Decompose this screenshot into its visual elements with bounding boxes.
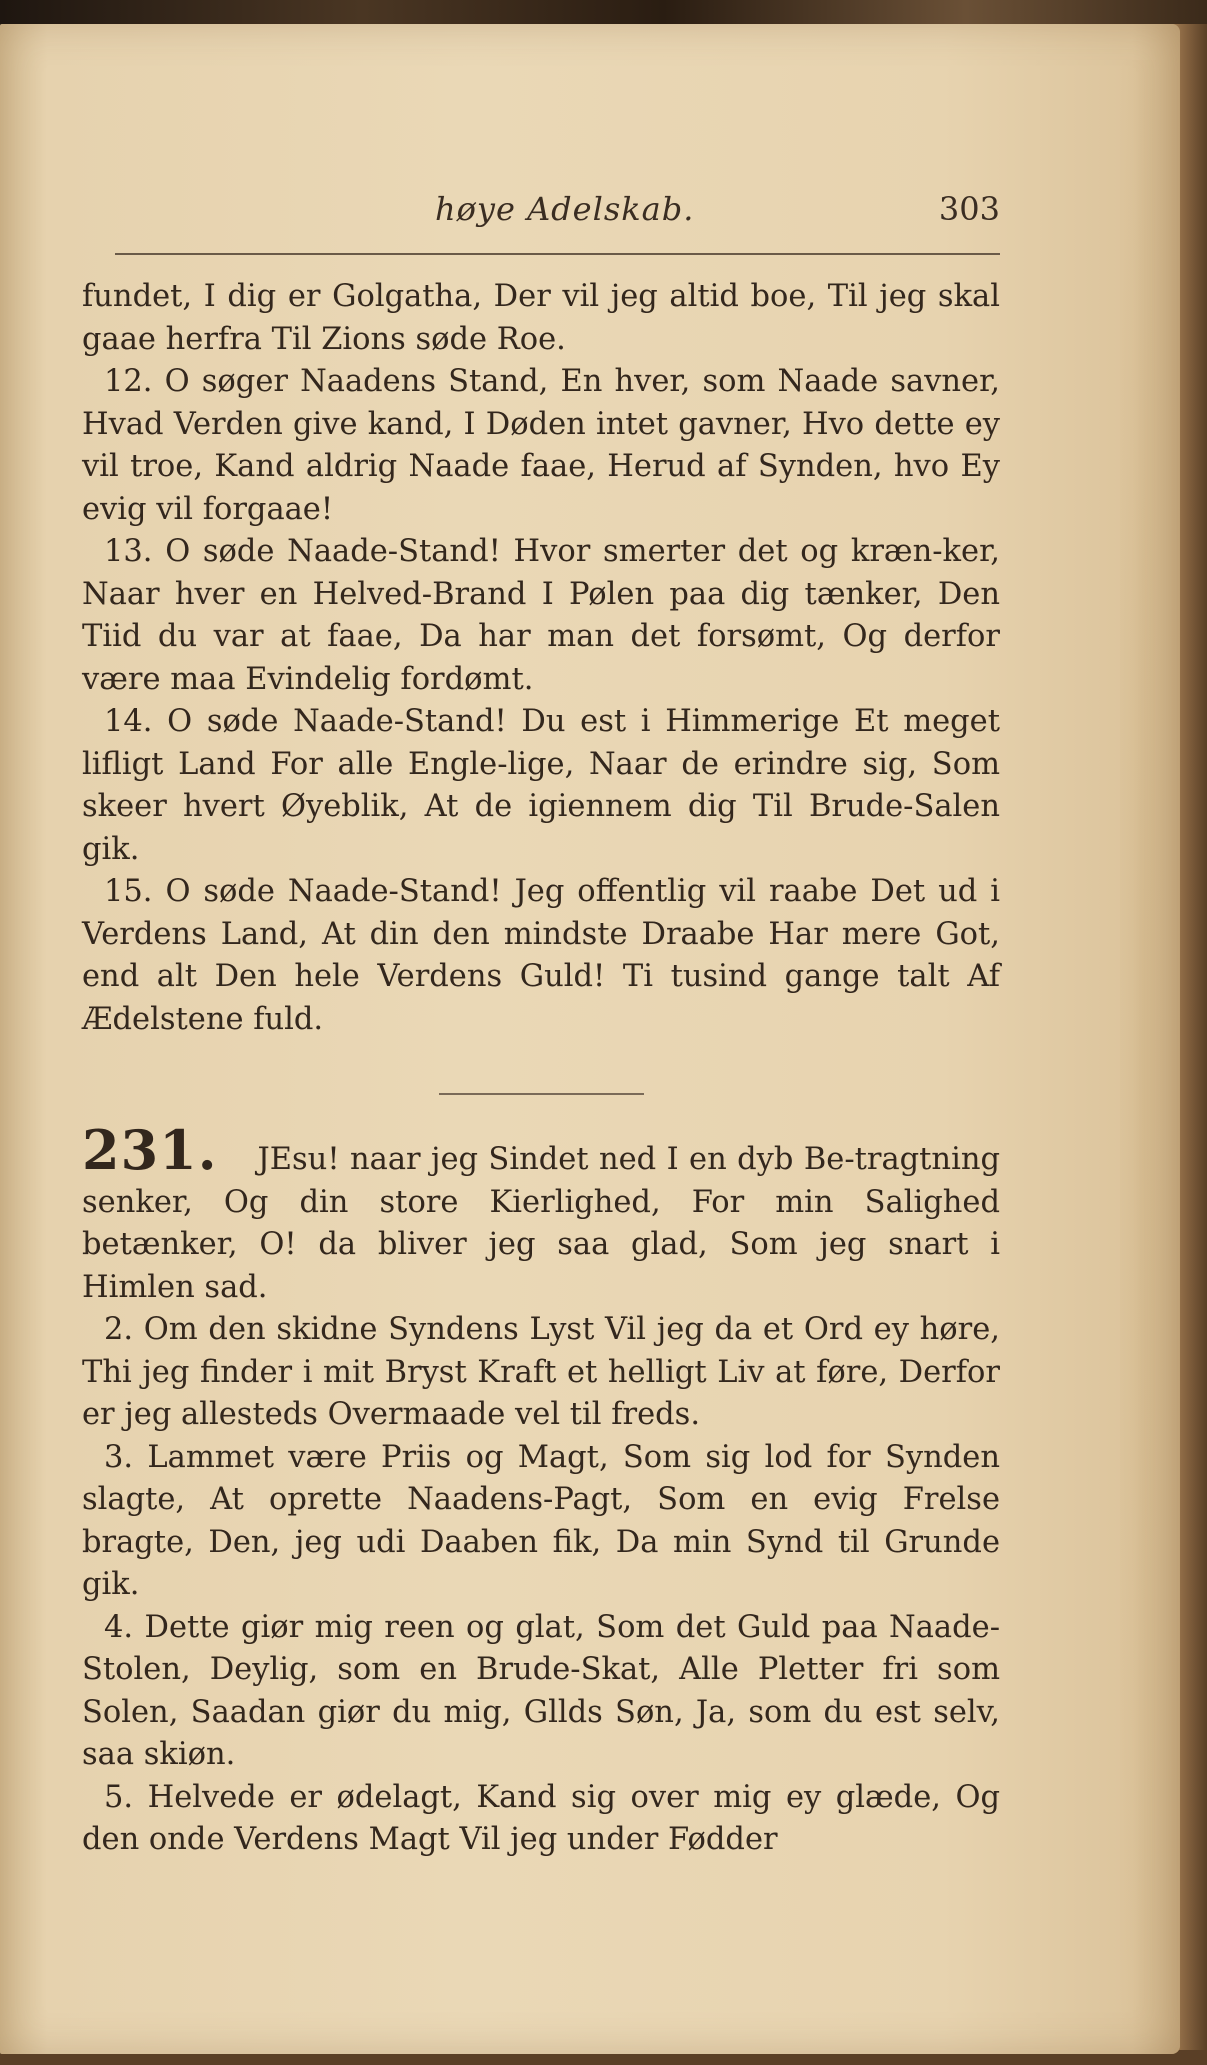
running-head: høye Adelskab. (435, 190, 695, 228)
hymn-verse-5: 5. Helvede er ødelagt, Kand sig over mig ey glæde, Og den onde Verdens Magt Vil jeg under Fødder (82, 1779, 1000, 1857)
verse-13: 13. O søde Naade-Stand! Hvor smerter det og kræn-ker, Naar hver en Helved-Brand I Pølen paa dig tænker, Den Tiid du var at faae, Da har man det forsømt, Og derfor være maa Evindelig fordømt. (82, 534, 1000, 697)
continued-verse: fundet, I dig er Golgatha, Der vil jeg altid boe, Til jeg skal gaae herfra Til Zions søde Roe. (82, 279, 1000, 357)
hymn-verse-3: 3. Lammet være Priis og Magt, Som sig lod for Synden slagte, At oprette Naadens-Pagt, Som en evig Frelse bragte, Den, jeg udi Daaben fik, Da min Synd til Grunde gik. (82, 1439, 1000, 1602)
hymn-first-verse-text: JEsu! naar jeg Sindet ned I en dyb Be-tragtning senker, Og din store Kierlighed, For min Salighed betænker, O! da bliver jeg saa glad, Som jeg snart i Himlen sad. (82, 1142, 1000, 1305)
hymn-verse-4: 4. Dette giør mig reen og glat, Som det Guld paa Naade-Stolen, Deylig, som en Brude-Skat, Alle Pletter fri som Solen, Saadan giør du mig, Gllds Søn, Ja, som du est selv, saa skiøn. (82, 1609, 1000, 1772)
header-rule (115, 253, 1000, 255)
page-number: 303 (938, 190, 1000, 228)
hymn-first-verse (82, 1118, 1000, 1309)
hymn-verse-2: 2. Om den skidne Syndens Lyst Vil jeg da et Ord ey høre, Thi jeg finder i mit Bryst Kraft et helligt Liv at føre, Derfor er jeg allesteds Overmaade vel til freds. (82, 1312, 1000, 1432)
verse-14: 14. O søde Naade-Stand! Du est i Himmerige Et meget lifligt Land For alle Engle-lige, Naar de erindre sig, Som skeer hvert Øyeblik, At de igiennem dig Til Brude-Salen gik. (82, 704, 1000, 867)
verse-15: 15. O søde Naade-Stand! Jeg offentlig vil raabe Det ud i Verdens Land, At din den mindste Draabe Har mere Got, end alt Den hele Verdens Guld! Ti tusind gange talt Af Ædelstene fuld. (82, 874, 1000, 1037)
section-divider (439, 1093, 644, 1095)
hymn-number: 231. (82, 1118, 218, 1182)
page-header (90, 190, 1000, 250)
page-shading (1120, 60, 1165, 2040)
verse-12: 12. O søger Naadens Stand, En hver, som Naade savner, Hvad Verden give kand, I Døden intet gavner, Hvo dette ey vil troe, Kand aldrig Naade faae, Herud af Synden, hvo Ey evig vil forgaae! (82, 364, 1000, 527)
page-body (82, 276, 1000, 1862)
